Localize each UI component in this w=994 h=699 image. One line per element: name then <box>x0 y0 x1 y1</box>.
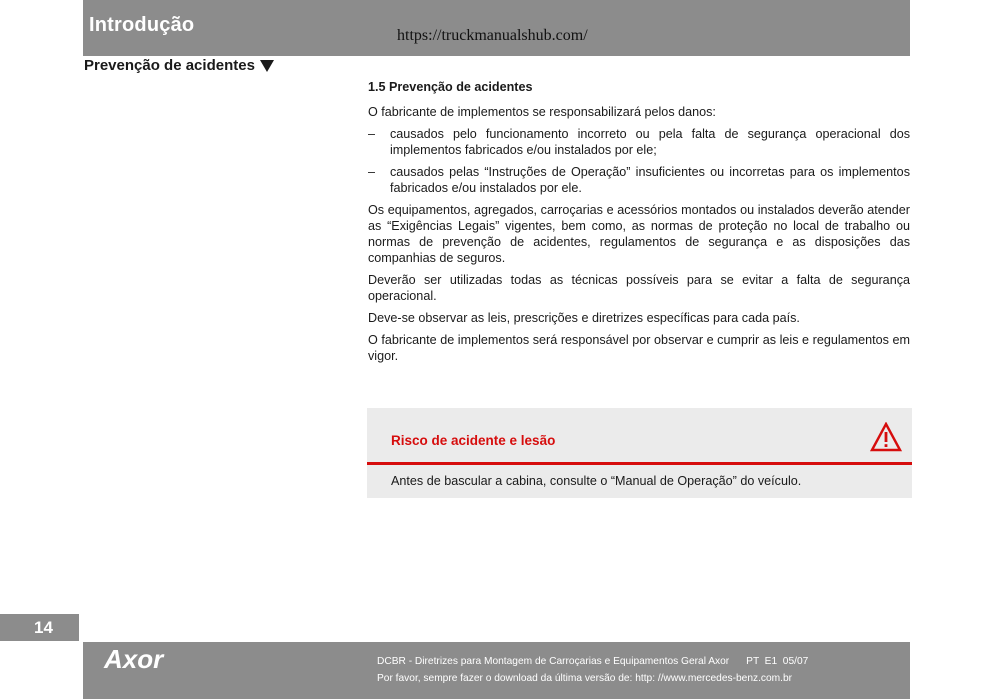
paragraph: Os equipamentos, agregados, carroçarias e acessórios montados ou instalados deverão atender as “Exigências Legais” vigentes, bem como, as normas de proteção no local de trabalho ou normas de prevenção de acidentes, regulamentos de segurança e as disposições das companhias de seguros. <box>368 203 910 265</box>
warning-triangle-icon <box>870 422 902 452</box>
warning-text: Antes de bascular a cabina, consulte o “Manual de Operação” do veículo. <box>391 474 802 488</box>
paragraph: Deverão ser utilizadas todas as técnicas possíveis para se evitar a falta de segurança operacional. <box>368 273 910 303</box>
list-item-text: causados pelo funcionamento incorreto ou pela falta de segurança operacional dos implementos fabricados e/ou instalados por ele; <box>390 127 910 157</box>
footer-doc-title: DCBR - Diretrizes para Montagem de Carroçarias e Equipamentos Geral Axor <box>377 656 730 667</box>
list-dash: – <box>368 127 376 141</box>
header-bar <box>83 0 910 56</box>
intro-paragraph: O fabricante de implementos se responsabilizará pelos danos: <box>368 105 716 119</box>
list-dash: – <box>368 165 376 179</box>
list-item <box>368 164 910 196</box>
list-item-text: causados pelas “Instruções de Operação” insuficientes ou incorretas para os implementos fabricados e/ou instalados por ele. <box>390 165 910 195</box>
list-item <box>368 126 910 158</box>
footer-download-note: Por favor, sempre fazer o download da última versão de: http: //www.mercedes-benz.com.br <box>377 673 793 684</box>
main-content <box>368 79 910 370</box>
footer-brand: Axor <box>104 644 164 674</box>
source-url[interactable]: https://truckmanualshub.com/ <box>397 27 588 44</box>
section-title-text: Prevenção de acidentes <box>84 57 255 74</box>
section-title <box>84 57 274 74</box>
footer-bar <box>83 642 910 699</box>
page-number: 14 <box>34 618 53 637</box>
paragraph: O fabricante de implementos será responsável por observar e cumprir as leis e regulamentos em vigor. <box>368 333 910 363</box>
footer-edition: PT E1 05/07 <box>746 656 809 667</box>
warning-box <box>367 408 912 498</box>
warning-title: Risco de acidente e lesão <box>391 433 556 448</box>
footer-doc-line <box>377 656 808 667</box>
triangle-down-icon <box>260 60 274 72</box>
warning-divider <box>367 462 912 465</box>
paragraph: Deve-se observar as leis, prescrições e diretrizes específicas para cada país. <box>368 311 800 325</box>
page-number-tab <box>0 614 79 641</box>
chapter-title: Introdução <box>89 14 195 36</box>
subsection-heading: 1.5 Prevenção de acidentes <box>368 80 533 94</box>
